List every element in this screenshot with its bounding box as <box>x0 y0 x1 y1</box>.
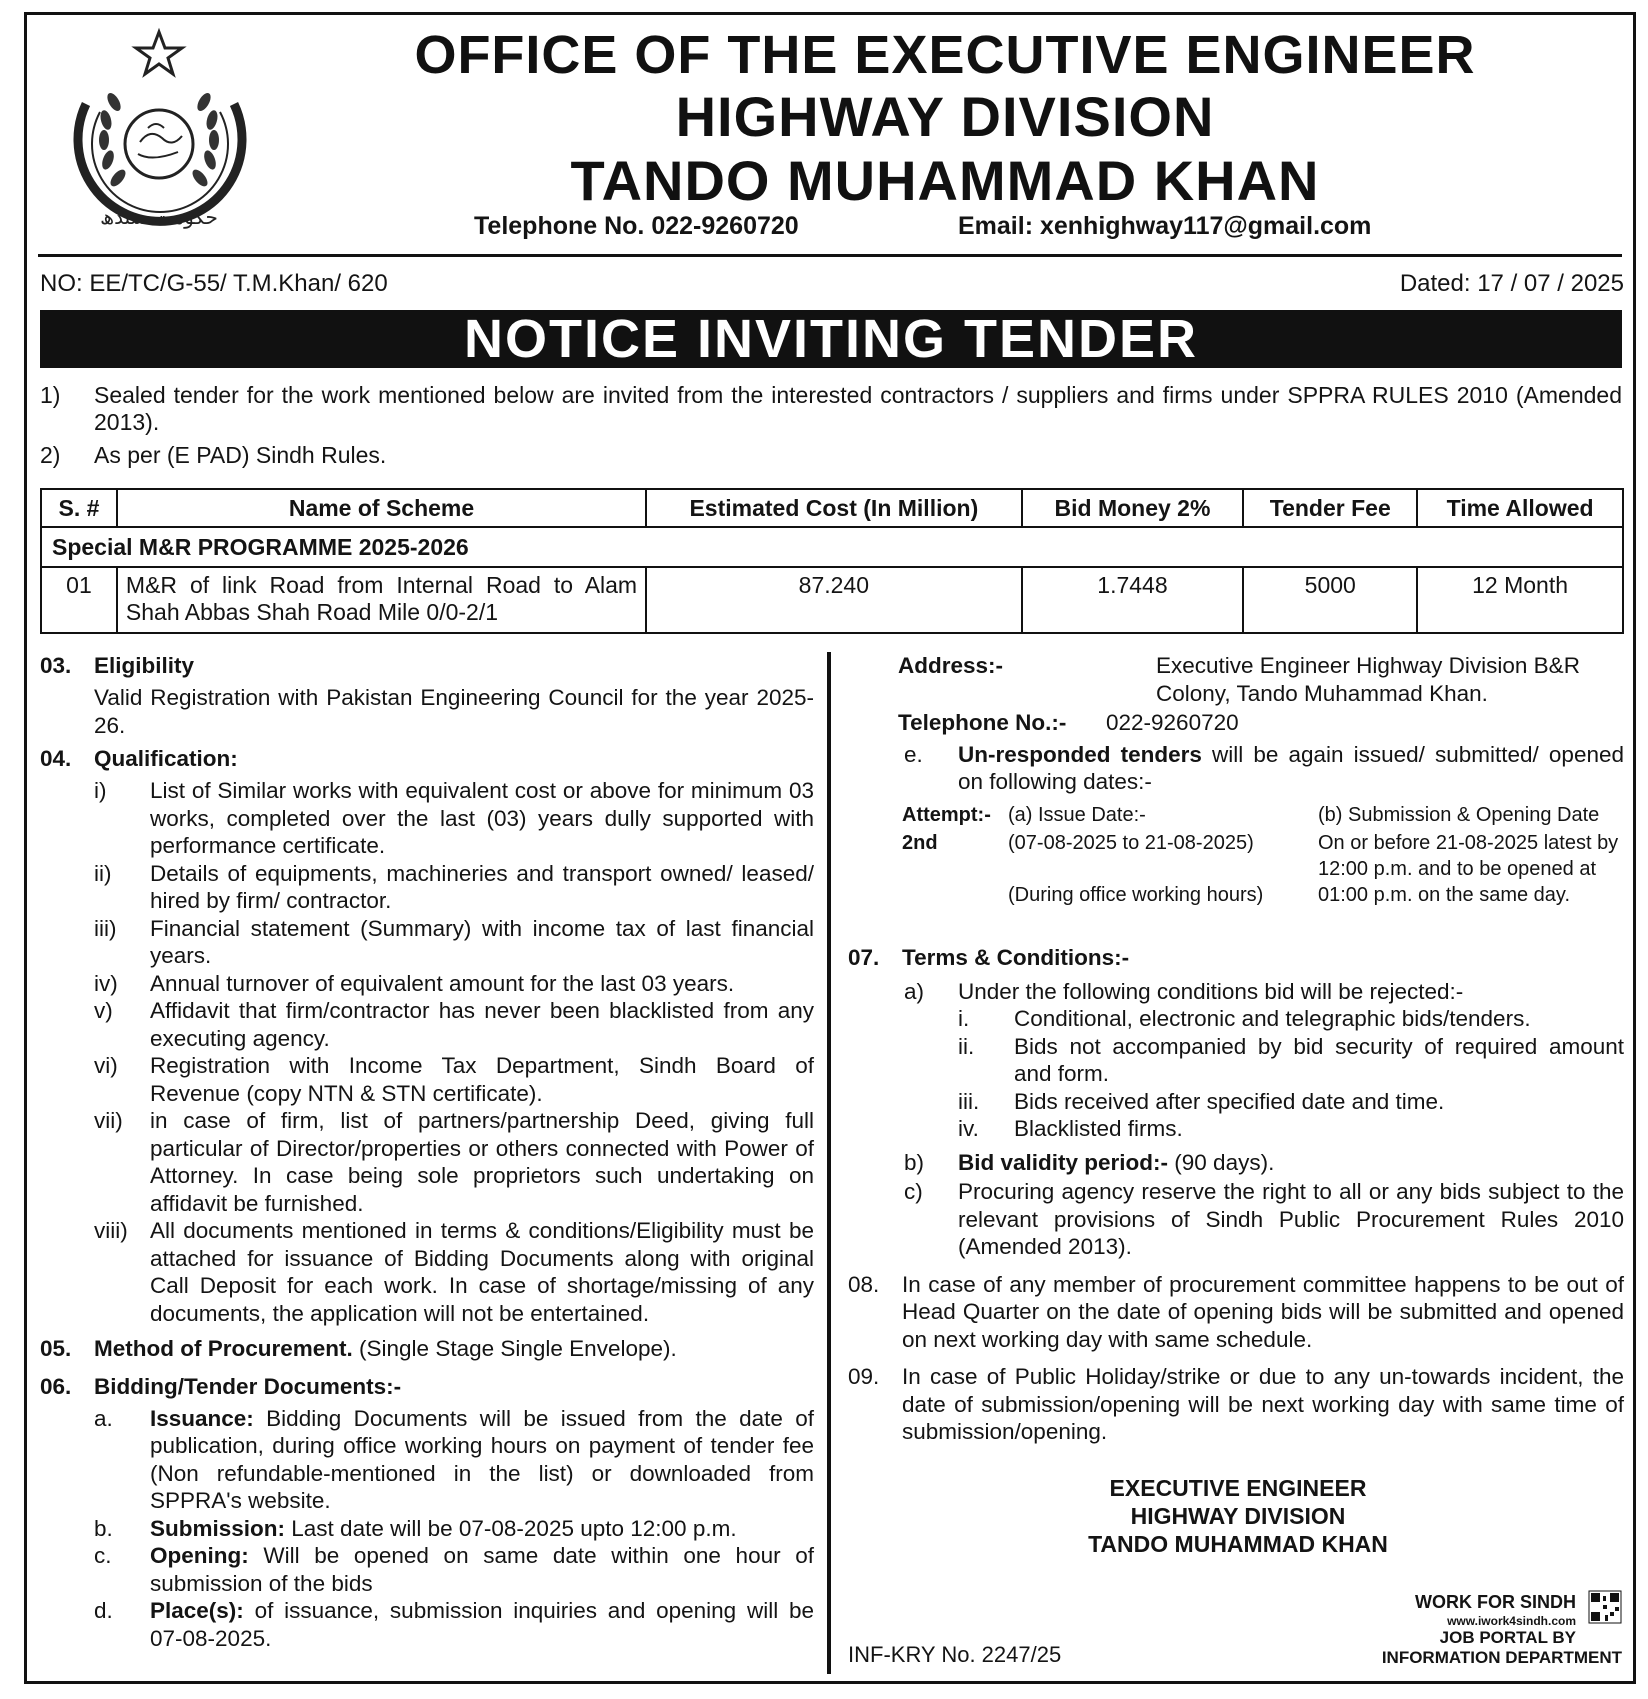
rejection-list <box>848 1005 1624 1143</box>
s06-title: Bidding/Tender Documents:- <box>94 1373 402 1399</box>
item-text: Registration with Income Tax Department, Sindh Board of Revenue (copy NTN & STN certificate). <box>150 1053 814 1106</box>
item-text: All documents mentioned in terms & conditions/Eligibility must be attached for issuance of Bidding Documents along with original Call Deposit for each work. In case of shortage/missing of any documents, the application will not be entertained. <box>150 1218 814 1326</box>
list-item <box>848 1088 1624 1116</box>
signature-line-1: EXECUTIVE ENGINEER <box>1109 1474 1367 1501</box>
item-text: Affidavit that firm/contractor has never been blacklisted from any executing agency. <box>150 998 814 1051</box>
s07-a-text: Under the following conditions bid will be rejected:- <box>958 978 1464 1004</box>
portal-brand: WORK FOR SINDH <box>1415 1592 1576 1612</box>
item-num: iv. <box>958 1116 979 1141</box>
cell-fee: 5000 <box>1243 567 1417 633</box>
portal-line-2: INFORMATION DEPARTMENT <box>1381 1648 1622 1667</box>
attempt-label: Attempt:- <box>902 803 991 826</box>
item-num: c. <box>94 1543 112 1568</box>
s04-num: 04. <box>40 746 72 771</box>
list-item <box>40 860 814 915</box>
attempt-number: 2nd <box>902 831 938 854</box>
qualification-list <box>40 777 814 1327</box>
list-item <box>40 1515 814 1543</box>
telephone: Telephone No. 022-9260720 <box>474 212 799 240</box>
s07-c-num: c) <box>904 1179 923 1204</box>
item-num: d. <box>94 1598 113 1623</box>
item-text: Bids received after specified date and time. <box>1014 1088 1445 1114</box>
s08-num: 08. <box>848 1271 880 1297</box>
s09-num: 09. <box>848 1364 880 1389</box>
intro-text-1: Sealed tender for the work mentioned below are invited from the interested contractors / suppliers and firms under SPPRA RULES 2010 (Amended 2013). <box>94 382 1622 435</box>
attempt-block <box>848 800 1624 944</box>
issue-dates: (07-08-2025 to 21-08-2025) <box>1008 831 1254 854</box>
e-bold: Un-responded tenders <box>958 741 1202 767</box>
notice-date: Dated: 17 / 07 / 2025 <box>1399 270 1624 297</box>
address-label: Address:- <box>898 653 1004 678</box>
col-header-sn: S. # <box>41 489 117 527</box>
cell-cost: 87.240 <box>646 567 1022 633</box>
reference-number: NO: EE/TC/G-55/ T.M.Khan/ 620 <box>40 270 388 297</box>
s07-a-num: a) <box>904 978 925 1004</box>
submission-text: On or before 21-08-2025 latest by 12:00 p.m. and to be opened at 01:00 p.m. on the same day. <box>1318 831 1619 906</box>
cell-sn: 01 <box>41 567 117 633</box>
s03-title: Eligibility <box>94 653 195 678</box>
list-item <box>40 1052 814 1107</box>
col-header-fee: Tender Fee <box>1243 489 1417 527</box>
column-divider <box>827 652 831 1674</box>
tel-label: Telephone No.:- <box>898 710 1067 735</box>
list-item <box>848 1005 1624 1033</box>
job-portal-logo <box>1372 1590 1626 1668</box>
item-num: i. <box>958 1006 970 1031</box>
item-num: iii) <box>94 915 117 941</box>
issue-label: (a) Issue Date:- <box>1008 803 1146 826</box>
office-title: OFFICE OF THE EXECUTIVE ENGINEER <box>414 25 1476 85</box>
programme-title: Special M&R PROGRAMME 2025-2026 <box>41 527 1623 567</box>
qr-code-icon <box>1588 1590 1622 1624</box>
table-header-row <box>41 489 1623 527</box>
submission-label: (b) Submission & Opening Date <box>1318 803 1600 826</box>
s08-text: In case of any member of procurement committee happens to be out of Head Quarter on the date of opening bids will be submitted and opened on next working day with same schedule. <box>902 1271 1624 1352</box>
col-header-cost: Estimated Cost (In Million) <box>646 489 1022 527</box>
item-text: in case of firm, list of partners/partnership Deed, giving full particular of Director/properties or others connected with Power of Attorney. In case being sole proprietors such undertaking on affidavit be furnished. <box>150 1108 814 1216</box>
list-item <box>848 1115 1624 1143</box>
list-item <box>40 997 814 1052</box>
e-num: e. <box>904 741 923 767</box>
list-item <box>40 1405 814 1515</box>
s07-b-num: b) <box>904 1149 925 1175</box>
item-text: of issuance, submission inquiries and opening will be 07-08-2025. <box>150 1598 814 1651</box>
s06-num: 06. <box>40 1373 72 1399</box>
col-header-bid: Bid Money 2% <box>1022 489 1244 527</box>
s05-text: (Single Stage Single Envelope). <box>359 1336 677 1361</box>
item-num: b. <box>94 1515 113 1541</box>
notice-banner: NOTICE INVITING TENDER <box>40 310 1622 368</box>
division-title: HIGHWAY DIVISION <box>675 85 1215 148</box>
col-header-scheme: Name of Scheme <box>117 489 646 527</box>
intro-num-1: 1) <box>40 382 61 408</box>
list-item <box>40 915 814 970</box>
item-text: Annual turnover of equivalent amount for the last 03 years. <box>150 970 735 996</box>
list-item <box>40 1217 814 1327</box>
list-item <box>40 970 814 998</box>
col-header-time: Time Allowed <box>1417 489 1623 527</box>
s07-b-text: (90 days). <box>1174 1149 1275 1175</box>
tender-table <box>40 488 1624 634</box>
issue-note: (During office working hours) <box>1008 883 1264 906</box>
portal-url: www.iwork4sindh.com <box>1447 1614 1576 1628</box>
signature-line-3: TANDO MUHAMMAD KHAN <box>1088 1530 1388 1557</box>
bidding-list <box>40 1405 814 1653</box>
item-num: v) <box>94 998 113 1023</box>
s07-title: Terms & Conditions:- <box>902 944 1130 970</box>
item-text: Blacklisted firms. <box>1014 1116 1183 1141</box>
right-column <box>848 652 1624 1558</box>
signature-line-2: HIGHWAY DIVISION <box>1130 1502 1346 1529</box>
item-num: ii. <box>958 1033 975 1059</box>
emblem-text: حکومت سندھ <box>100 205 218 229</box>
table-row <box>41 567 1623 633</box>
list-item <box>40 1597 814 1652</box>
portal-line-1: JOB PORTAL BY <box>1439 1628 1576 1647</box>
intro-num-2: 2) <box>40 442 61 468</box>
signature-block <box>1048 1474 1428 1558</box>
s03-num: 03. <box>40 653 72 678</box>
s09-text: In case of Public Holiday/strike or due to any un-towards incident, the date of submission/opening will be next working day with same time of submission/opening. <box>902 1364 1624 1444</box>
s07-num: 07. <box>848 944 880 970</box>
intro-text-2: As per (E PAD) Sindh Rules. <box>94 442 387 468</box>
item-text: Bids not accompanied by bid security of required amount and form. <box>1014 1033 1624 1086</box>
item-num: i) <box>94 778 107 803</box>
list-item <box>40 1107 814 1217</box>
list-item <box>40 1542 814 1597</box>
s03-text: Valid Registration with Pakistan Engineering Council for the year 2025-26. <box>94 685 814 738</box>
item-text: Details of equipments, machineries and transport owned/ leased/ hired by firm/ contractor. <box>150 860 814 913</box>
item-num: iv) <box>94 970 118 996</box>
s05-title: Method of Procurement. <box>94 1336 353 1361</box>
s04-title: Qualification: <box>94 746 238 771</box>
e-text: will be again issued/ submitted/ opened on following dates:- <box>958 741 1624 794</box>
item-label: Place(s): <box>150 1598 244 1623</box>
list-item <box>848 1033 1624 1088</box>
city-title: TANDO MUHAMMAD KHAN <box>570 149 1320 212</box>
item-text: Financial statement (Summary) with income tax of last financial years. <box>150 915 814 968</box>
item-num: viii) <box>94 1218 128 1243</box>
item-text: Will be opened on same date within one hour of submission of the bids <box>150 1543 814 1596</box>
item-label: Opening: <box>150 1543 249 1568</box>
item-text: Last date will be 07-08-2025 upto 12:00 p.m. <box>291 1515 737 1541</box>
inf-number: INF-KRY No. 2247/25 <box>848 1642 1062 1667</box>
item-text: Conditional, electronic and telegraphic bids/tenders. <box>1014 1006 1531 1031</box>
item-num: iii. <box>958 1088 980 1114</box>
item-num: a. <box>94 1405 113 1431</box>
list-item <box>40 777 814 860</box>
s07-c-text: Procuring agency reserve the right to all or any bids subject to the relevant provisions of Sindh Public Procurement Rules 2010 (Amended 2013). <box>958 1179 1624 1259</box>
sindh-government-emblem <box>48 24 270 242</box>
item-text: List of Similar works with equivalent cost or above for minimum 03 works, completed over the last (03) years dully supported with performance certificate. <box>150 778 814 858</box>
item-label: Submission: <box>150 1515 286 1541</box>
address-text: Executive Engineer Highway Division B&R Colony, Tando Muhammad Khan. <box>1156 653 1580 706</box>
item-text: Bidding Documents will be issued from the date of publication, during office working hours on payment of tender fee (Non refundable-mentioned in the list) or downloaded from SPPRA's website. <box>150 1405 814 1513</box>
item-num: vi) <box>94 1053 118 1078</box>
programme-row <box>41 527 1623 567</box>
header-divider <box>38 254 1622 257</box>
cell-scheme: M&R of link Road from Internal Road to Alam Shah Abbas Shah Road Mile 0/0-2/1 <box>117 567 646 633</box>
left-column <box>40 652 814 1652</box>
item-num: ii) <box>94 860 112 886</box>
s05-num: 05. <box>40 1336 72 1361</box>
tel-value: 022-9260720 <box>1106 710 1239 735</box>
item-num: vii) <box>94 1108 123 1133</box>
cell-time: 12 Month <box>1417 567 1623 633</box>
item-label: Issuance: <box>150 1405 254 1431</box>
s07-b-label: Bid validity period:- <box>958 1149 1169 1175</box>
cell-bid: 1.7448 <box>1022 567 1244 633</box>
email: Email: xenhighway117@gmail.com <box>958 212 1372 240</box>
